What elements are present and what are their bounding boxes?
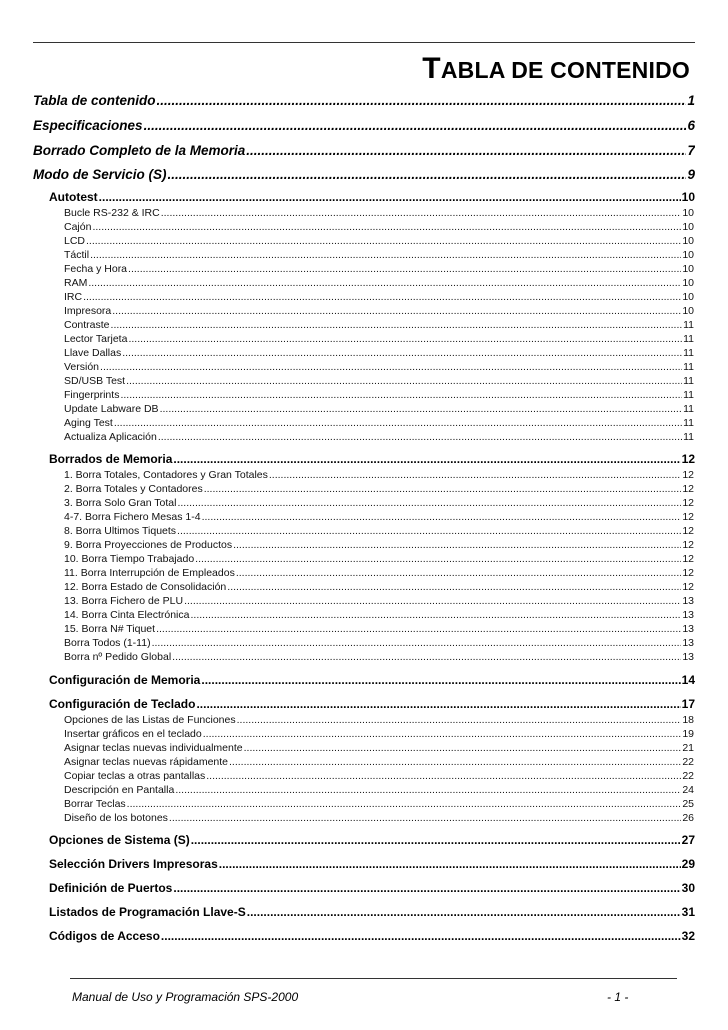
toc-entry[interactable] [33, 483, 695, 495]
toc-entry-page: 22 [682, 756, 694, 768]
toc-entry[interactable] [33, 651, 695, 663]
toc-entry-label: 14. Borra Cinta Electrónica [64, 609, 190, 621]
toc-entry[interactable] [33, 403, 695, 415]
toc-entry[interactable] [33, 263, 695, 275]
toc-entry-label: RAM [64, 277, 88, 289]
toc-entry[interactable] [33, 305, 695, 317]
toc-entry-label: Borra nº Pedido Global [64, 651, 172, 663]
toc-leader-dots [120, 389, 682, 401]
toc-entry-page: 10 [682, 207, 694, 219]
toc-entry[interactable] [33, 277, 695, 289]
toc-entry-label: Copiar teclas a otras pantallas [64, 770, 206, 782]
toc-entry[interactable] [33, 553, 695, 565]
toc-leader-dots [152, 637, 682, 649]
page-title [422, 52, 690, 86]
toc-entry-label: Listados de Programación Llave-S [49, 905, 246, 919]
toc-entry[interactable] [33, 742, 695, 754]
toc-leader-dots [177, 525, 681, 537]
toc-entry[interactable] [33, 770, 695, 782]
toc-leader-dots [158, 431, 682, 443]
toc-entry-label: 1. Borra Totales, Contadores y Gran Totales [64, 469, 268, 481]
toc-entry-label: Definición de Puertos [49, 881, 173, 895]
toc-entry[interactable] [33, 417, 695, 429]
toc-entry[interactable] [33, 93, 695, 108]
title-rest: ABLA DE CONTENIDO [440, 57, 690, 83]
toc-leader-dots [173, 452, 680, 466]
toc-leader-dots [100, 361, 682, 373]
toc-entry[interactable] [33, 929, 695, 943]
toc-leader-dots [128, 263, 681, 275]
toc-entry-page: 9 [687, 167, 695, 182]
toc-leader-dots [86, 235, 681, 247]
toc-entry-label: Lector Tarjeta [64, 333, 128, 345]
toc-entry-label: SD/USB Test [64, 375, 126, 387]
toc-leader-dots [190, 609, 681, 621]
toc-entry-label: Actualiza Aplicación [64, 431, 157, 443]
toc-entry-page: 11 [683, 347, 694, 359]
toc-entry-label: 3. Borra Solo Gran Total [64, 497, 177, 509]
toc-entry-page: 12 [682, 483, 694, 495]
header-rule [33, 42, 695, 43]
toc-leader-dots [229, 756, 681, 768]
toc-entry-label: Opciones de Sistema (S) [49, 833, 190, 847]
footer-page-number: - 1 - [607, 990, 629, 1004]
toc-entry-label: Configuración de Memoria [49, 673, 201, 687]
toc-entry-label: Tabla de contenido [33, 93, 156, 108]
toc-entry[interactable] [33, 347, 695, 359]
toc-entry[interactable] [33, 143, 695, 158]
toc-entry-label: Borrar Teclas [64, 798, 126, 810]
toc-entry[interactable] [33, 728, 695, 740]
toc-entry[interactable] [33, 319, 695, 331]
toc-leader-dots [269, 469, 681, 481]
toc-leader-dots [244, 742, 682, 754]
toc-entry[interactable] [33, 375, 695, 387]
toc-entry-label: 2. Borra Totales y Contadores [64, 483, 203, 495]
toc-leader-dots [111, 319, 683, 331]
toc-leader-dots [172, 651, 681, 663]
toc-entry-page: 7 [687, 143, 695, 158]
toc-leader-dots [127, 798, 682, 810]
toc-entry-label: Asignar teclas nuevas individualmente [64, 742, 243, 754]
toc-entry[interactable] [33, 756, 695, 768]
toc-entry-page: 13 [682, 623, 694, 635]
toc-entry[interactable] [33, 525, 695, 537]
toc-leader-dots [161, 207, 682, 219]
toc-entry[interactable] [33, 881, 695, 895]
toc-entry-label: 11. Borra Interrupción de Empleados [64, 567, 235, 579]
toc-entry-page: 12 [682, 469, 694, 481]
toc-leader-dots [90, 249, 681, 261]
toc-entry[interactable] [33, 361, 695, 373]
toc-entry-page: 12 [682, 511, 694, 523]
toc-leader-dots [247, 905, 681, 919]
toc-entry-label: LCD [64, 235, 86, 247]
toc-entry-page: 14 [681, 673, 695, 687]
toc-leader-dots [236, 567, 681, 579]
toc-entry[interactable] [33, 190, 695, 204]
toc-entry-label: 10. Borra Tiempo Trabajado [64, 553, 195, 565]
toc-leader-dots [168, 167, 687, 182]
toc-leader-dots [206, 770, 681, 782]
toc-leader-dots [169, 812, 681, 824]
toc-entry-page: 11 [683, 375, 694, 387]
toc-leader-dots [126, 375, 682, 387]
toc-entry-label: Aging Test [64, 417, 113, 429]
toc-leader-dots [227, 581, 681, 593]
toc-entry-page: 10 [681, 190, 695, 204]
toc-entry[interactable] [33, 623, 695, 635]
toc-entry[interactable] [33, 857, 695, 871]
toc-entry-page: 10 [682, 263, 694, 275]
toc-entry-page: 10 [682, 305, 694, 317]
toc-leader-dots [184, 595, 681, 607]
toc-entry-label: 13. Borra Fichero de PLU [64, 595, 184, 607]
toc-leader-dots [246, 143, 686, 158]
toc-entry-page: 11 [683, 417, 694, 429]
toc-entry-label: Versión [64, 361, 100, 373]
toc-entry[interactable] [33, 609, 695, 621]
toc-entry-page: 24 [682, 784, 694, 796]
toc-leader-dots [161, 929, 681, 943]
toc-entry[interactable] [33, 539, 695, 551]
toc-entry-label: Fecha y Hora [64, 263, 128, 275]
toc-entry-page: 12 [682, 497, 694, 509]
toc-entry[interactable] [33, 581, 695, 593]
toc-entry-page: 10 [682, 221, 694, 233]
toc-leader-dots [173, 881, 680, 895]
toc-entry-label: Cajón [64, 221, 92, 233]
toc-leader-dots [237, 714, 682, 726]
toc-entry-label: 4-7. Borra Fichero Mesas 1-4 [64, 511, 201, 523]
toc-entry[interactable] [33, 833, 695, 847]
toc-leader-dots [203, 728, 682, 740]
toc-entry-label: Asignar teclas nuevas rápidamente [64, 756, 229, 768]
toc-leader-dots [99, 190, 681, 204]
toc-leader-dots [196, 697, 680, 711]
toc-entry-page: 11 [683, 389, 694, 401]
toc-leader-dots [122, 347, 682, 359]
toc-entry-page: 17 [681, 697, 695, 711]
toc-entry-label: Selección Drivers Impresoras [49, 857, 218, 871]
toc-entry-page: 26 [682, 812, 694, 824]
toc-leader-dots [156, 623, 681, 635]
toc-entry-page: 12 [682, 553, 694, 565]
toc-entry-page: 11 [683, 361, 694, 373]
toc-entry-label: Insertar gráficos en el teclado [64, 728, 202, 740]
toc-entry-page: 27 [681, 833, 695, 847]
toc-entry-label: Fingerprints [64, 389, 120, 401]
toc-entry-page: 18 [682, 714, 694, 726]
toc-entry-label: Borra Todos (1-11) [64, 637, 151, 649]
toc-entry-label: Impresora [64, 305, 112, 317]
toc-entry-page: 11 [683, 333, 694, 345]
toc-entry-page: 12 [682, 581, 694, 593]
toc-entry-page: 1 [687, 93, 695, 108]
toc-entry-page: 22 [682, 770, 694, 782]
toc-entry-label: Descripción en Pantalla [64, 784, 175, 796]
toc-entry[interactable] [33, 431, 695, 443]
toc-entry[interactable] [33, 714, 695, 726]
toc-leader-dots [160, 403, 683, 415]
toc-leader-dots [157, 93, 687, 108]
toc-entry[interactable] [33, 673, 695, 687]
toc-entry[interactable] [33, 905, 695, 919]
toc-entry[interactable] [33, 511, 695, 523]
toc-leader-dots [112, 305, 681, 317]
toc-entry-label: Bucle RS-232 & IRC [64, 207, 160, 219]
toc-entry[interactable] [33, 812, 695, 824]
toc-entry[interactable] [33, 567, 695, 579]
toc-entry-label: 9. Borra Proyecciones de Productos [64, 539, 233, 551]
toc-entry-page: 12 [682, 567, 694, 579]
toc-entry[interactable] [33, 798, 695, 810]
toc-entry-page: 11 [683, 403, 694, 415]
toc-entry[interactable] [33, 389, 695, 401]
toc-leader-dots [88, 277, 681, 289]
toc-entry-page: 11 [683, 431, 694, 443]
toc-entry-label: 12. Borra Estado de Consolidación [64, 581, 227, 593]
toc-entry[interactable] [33, 221, 695, 233]
toc-leader-dots [83, 291, 681, 303]
toc-leader-dots [201, 673, 680, 687]
toc-leader-dots [202, 511, 682, 523]
toc-entry[interactable] [33, 207, 695, 219]
toc-entry-label: Configuración de Teclado [49, 697, 196, 711]
toc-entry-page: 10 [682, 277, 694, 289]
toc-entry-page: 11 [683, 319, 694, 331]
toc-entry-label: Llave Dallas [64, 347, 122, 359]
toc-entry-label: Táctil [64, 249, 90, 261]
toc-entry[interactable] [33, 697, 695, 711]
toc-entry-page: 19 [682, 728, 694, 740]
toc-entry-page: 10 [682, 249, 694, 261]
toc-entry[interactable] [33, 469, 695, 481]
toc-leader-dots [219, 857, 681, 871]
toc-entry-label: IRC [64, 291, 83, 303]
footer-rule [70, 978, 677, 979]
toc-entry-label: 15. Borra N# Tiquet [64, 623, 156, 635]
toc-entry-page: 32 [681, 929, 695, 943]
footer-manual-title: Manual de Uso y Programación SPS-2000 [72, 990, 299, 1004]
toc-entry-page: 25 [682, 798, 694, 810]
toc-leader-dots [177, 497, 681, 509]
toc-entry-page: 31 [681, 905, 695, 919]
toc-entry-page: 13 [682, 609, 694, 621]
toc-entry-label: Autotest [49, 190, 98, 204]
toc-entry[interactable] [33, 595, 695, 607]
toc-entry-label: Modo de Servicio (S) [33, 167, 167, 182]
toc-entry[interactable] [33, 167, 695, 182]
toc-entry[interactable] [33, 637, 695, 649]
toc-entry-page: 12 [681, 452, 695, 466]
toc-entry[interactable] [33, 249, 695, 261]
toc-entry-page: 10 [682, 235, 694, 247]
toc-entry-page: 6 [687, 118, 695, 133]
toc-leader-dots [92, 221, 681, 233]
toc-entry[interactable] [33, 497, 695, 509]
toc-entry-label: 8. Borra Ultimos Tiquets [64, 525, 177, 537]
toc-entry-label: Contraste [64, 319, 110, 331]
toc-entry[interactable] [33, 235, 695, 247]
toc-entry-page: 13 [682, 651, 694, 663]
toc-leader-dots [191, 833, 681, 847]
toc-entry-label: Diseño de los botones [64, 812, 168, 824]
title-initial: T [422, 52, 441, 85]
toc-entry[interactable] [33, 291, 695, 303]
toc-entry-page: 30 [681, 881, 695, 895]
toc-leader-dots [195, 553, 681, 565]
toc-entry-page: 12 [682, 525, 694, 537]
toc-entry-page: 21 [682, 742, 694, 754]
toc-entry[interactable] [33, 784, 695, 796]
toc-entry-label: Códigos de Acceso [49, 929, 160, 943]
toc-leader-dots [204, 483, 682, 495]
toc-entry-page: 10 [682, 291, 694, 303]
toc-leader-dots [233, 539, 681, 551]
toc-entry-page: 13 [682, 595, 694, 607]
toc-leader-dots [144, 118, 687, 133]
toc-entry[interactable] [33, 118, 695, 133]
toc-entry-page: 12 [682, 539, 694, 551]
toc-leader-dots [114, 417, 682, 429]
toc-leader-dots [128, 333, 682, 345]
toc-entry-label: Update Labware DB [64, 403, 159, 415]
toc-entry[interactable] [33, 452, 695, 466]
toc-entry-label: Borrado Completo de la Memoria [33, 143, 246, 158]
toc-entry-label: Borrados de Memoria [49, 452, 173, 466]
toc-entry-page: 13 [682, 637, 694, 649]
toc-leader-dots [175, 784, 681, 796]
toc-entry-label: Especificaciones [33, 118, 143, 133]
toc-entry[interactable] [33, 333, 695, 345]
toc-entry-label: Opciones de las Listas de Funciones [64, 714, 236, 726]
toc-entry-page: 29 [681, 857, 695, 871]
